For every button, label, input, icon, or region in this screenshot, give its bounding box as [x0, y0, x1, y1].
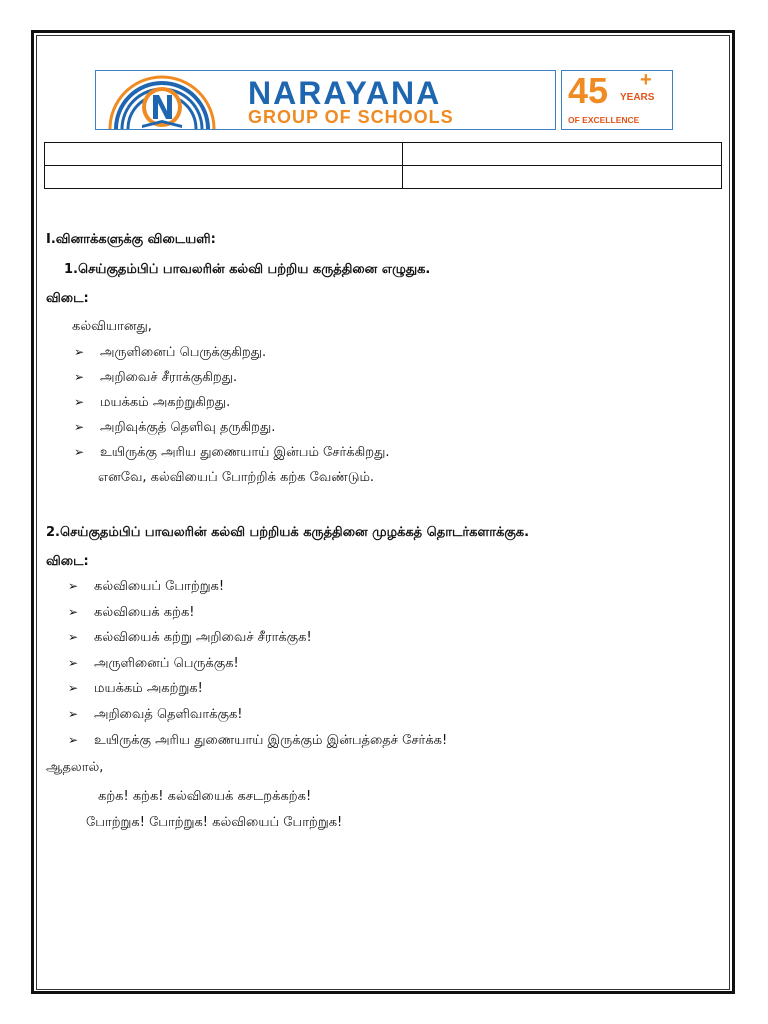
bullet-arrow-icon: ➢: [74, 370, 85, 384]
bullet-arrow-icon: ➢: [68, 605, 79, 619]
bullet-arrow-icon: ➢: [74, 445, 85, 459]
slogan-2: போற்றுக! போற்றுக! கல்வியைப் போற்றுக!: [86, 815, 343, 830]
list-item: ➢ கல்வியைக் கற்று அறிவைச் சீராக்குக!: [68, 630, 312, 645]
bullet-arrow-icon: ➢: [68, 733, 79, 747]
answer-1-intro: கல்வியானது,: [72, 319, 152, 334]
table-cell: [45, 166, 403, 189]
table-row: [45, 166, 722, 189]
badge-excellence: OF EXCELLENCE: [568, 115, 640, 125]
bullet-arrow-icon: ➢: [74, 420, 85, 434]
list-item: ➢ மயக்கம் அகற்றுக!: [68, 681, 203, 696]
bullet-arrow-icon: ➢: [74, 395, 85, 409]
answer-1-conclusion: எனவே, கல்வியைப் போற்றிக் கற்க வேண்டும்.: [98, 470, 375, 485]
answer-label-2: விடை:: [46, 554, 89, 569]
list-item: ➢ மயக்கம் அகற்றுகிறது.: [74, 395, 231, 410]
list-item: ➢ அருளினைப் பெருக்குக!: [68, 656, 239, 671]
bullet-arrow-icon: ➢: [68, 681, 79, 695]
list-item: ➢ கல்வியைக் கற்க!: [68, 605, 195, 620]
table-cell: [403, 143, 722, 166]
bullet-arrow-icon: ➢: [68, 656, 79, 670]
list-item: ➢ உயிருக்கு அரிய துணையாய் இருக்கும் இன்பத்தைச் சேர்க்க!: [68, 733, 448, 748]
list-item: ➢ அறிவைச் சீராக்குகிறது.: [74, 370, 238, 385]
badge-plus: +: [640, 69, 652, 91]
list-item: ➢ அருளினைப் பெருக்குகிறது.: [74, 345, 267, 360]
badge-number: 45: [568, 70, 609, 111]
question-2: 2.செய்குதம்பிப் பாவலரின் கல்வி பற்றியக் கருத்தினை முழக்கத் தொடர்களாக்குக.: [46, 525, 530, 540]
bullet-arrow-icon: ➢: [68, 707, 79, 721]
question-1: 1.செய்குதம்பிப் பாவலரின் கல்வி பற்றிய கருத்தினை எழுதுக.: [64, 262, 431, 277]
answer-label-1: விடை:: [46, 291, 89, 306]
brand-name: NARAYANA: [248, 75, 442, 111]
school-logo-banner: [95, 70, 556, 130]
list-item: ➢ அறிவைத் தெளிவாக்குக!: [68, 707, 243, 722]
list-item: ➢ உயிருக்கு அரிய துணையாய் இன்பம் சேர்க்கிறது.: [74, 445, 390, 460]
slogan-1: கற்க! கற்க! கல்வியைக் கசடறக்கற்க!: [98, 789, 312, 804]
therefore-label: ஆதலால்,: [46, 760, 104, 775]
table-cell: [45, 143, 403, 166]
anniversary-badge: [561, 70, 673, 130]
brand-subtitle: GROUP OF SCHOOLS: [248, 107, 454, 127]
student-info-table: [44, 142, 722, 189]
bullet-arrow-icon: ➢: [68, 579, 79, 593]
table-row: [45, 143, 722, 166]
list-item: ➢ அறிவுக்குத் தெளிவு தருகிறது.: [74, 420, 276, 435]
table-cell: [403, 166, 722, 189]
badge-years: YEARS: [620, 92, 655, 103]
section-heading: I.வினாக்களுக்கு விடையளி:: [46, 232, 216, 247]
narayana-emblem-icon: [102, 73, 222, 129]
list-item: ➢ கல்வியைப் போற்றுக!: [68, 579, 225, 594]
bullet-arrow-icon: ➢: [68, 630, 79, 644]
bullet-arrow-icon: ➢: [74, 345, 85, 359]
